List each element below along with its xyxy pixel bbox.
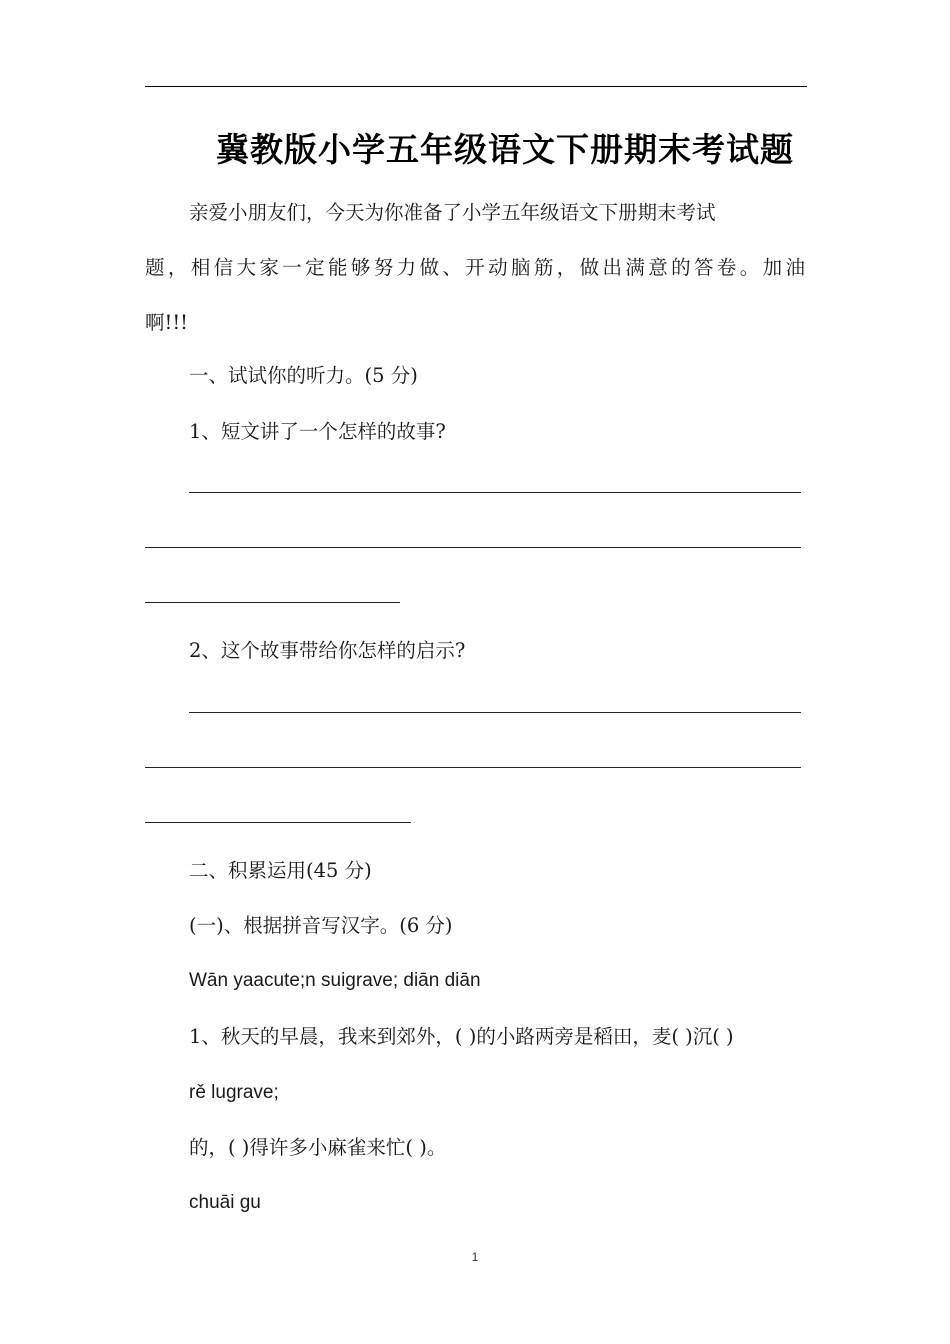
answer-line[interactable] — [145, 767, 801, 768]
subsection-1-heading: (一)、根据拼音写汉字。(6 分) — [189, 914, 453, 937]
question-1: 1、短文讲了一个怎样的故事? — [189, 420, 446, 443]
page-title: 冀教版小学五年级语文下册期末考试题 — [216, 130, 794, 169]
pinyin-line-2: rě lugrave; — [189, 1082, 279, 1103]
question-2: 2、这个故事带给你怎样的启示? — [189, 639, 466, 662]
section2-heading: 二、积累运用(45 分) — [189, 859, 372, 882]
answer-line[interactable] — [145, 547, 801, 548]
page-number: 1 — [471, 1250, 479, 1264]
answer-line[interactable] — [189, 492, 801, 493]
answer-line[interactable] — [145, 822, 411, 823]
header-rule — [145, 86, 807, 87]
answer-line[interactable] — [145, 602, 400, 603]
section1-heading: 一、试试你的听力。(5 分) — [189, 364, 418, 387]
pinyin-line-3: chuāi gu — [189, 1192, 261, 1213]
pinyin-line-1: Wān yaacute;n suigrave; diān diān — [189, 970, 481, 991]
intro-line-2: 题，相信大家一定能够努力做、开动脑筋，做出满意的答卷。加油 — [145, 256, 805, 279]
intro-line-3: 啊!!! — [145, 311, 189, 334]
answer-line[interactable] — [189, 712, 801, 713]
sentence-2: 的，( )得许多小麻雀来忙( )。 — [189, 1136, 447, 1159]
sentence-1: 1、秋天的早晨，我来到郊外，( )的小路两旁是稻田，麦( )沉( ) — [189, 1025, 734, 1048]
intro-line-1: 亲爱小朋友们，今天为你准备了小学五年级语文下册期末考试 — [189, 201, 716, 224]
